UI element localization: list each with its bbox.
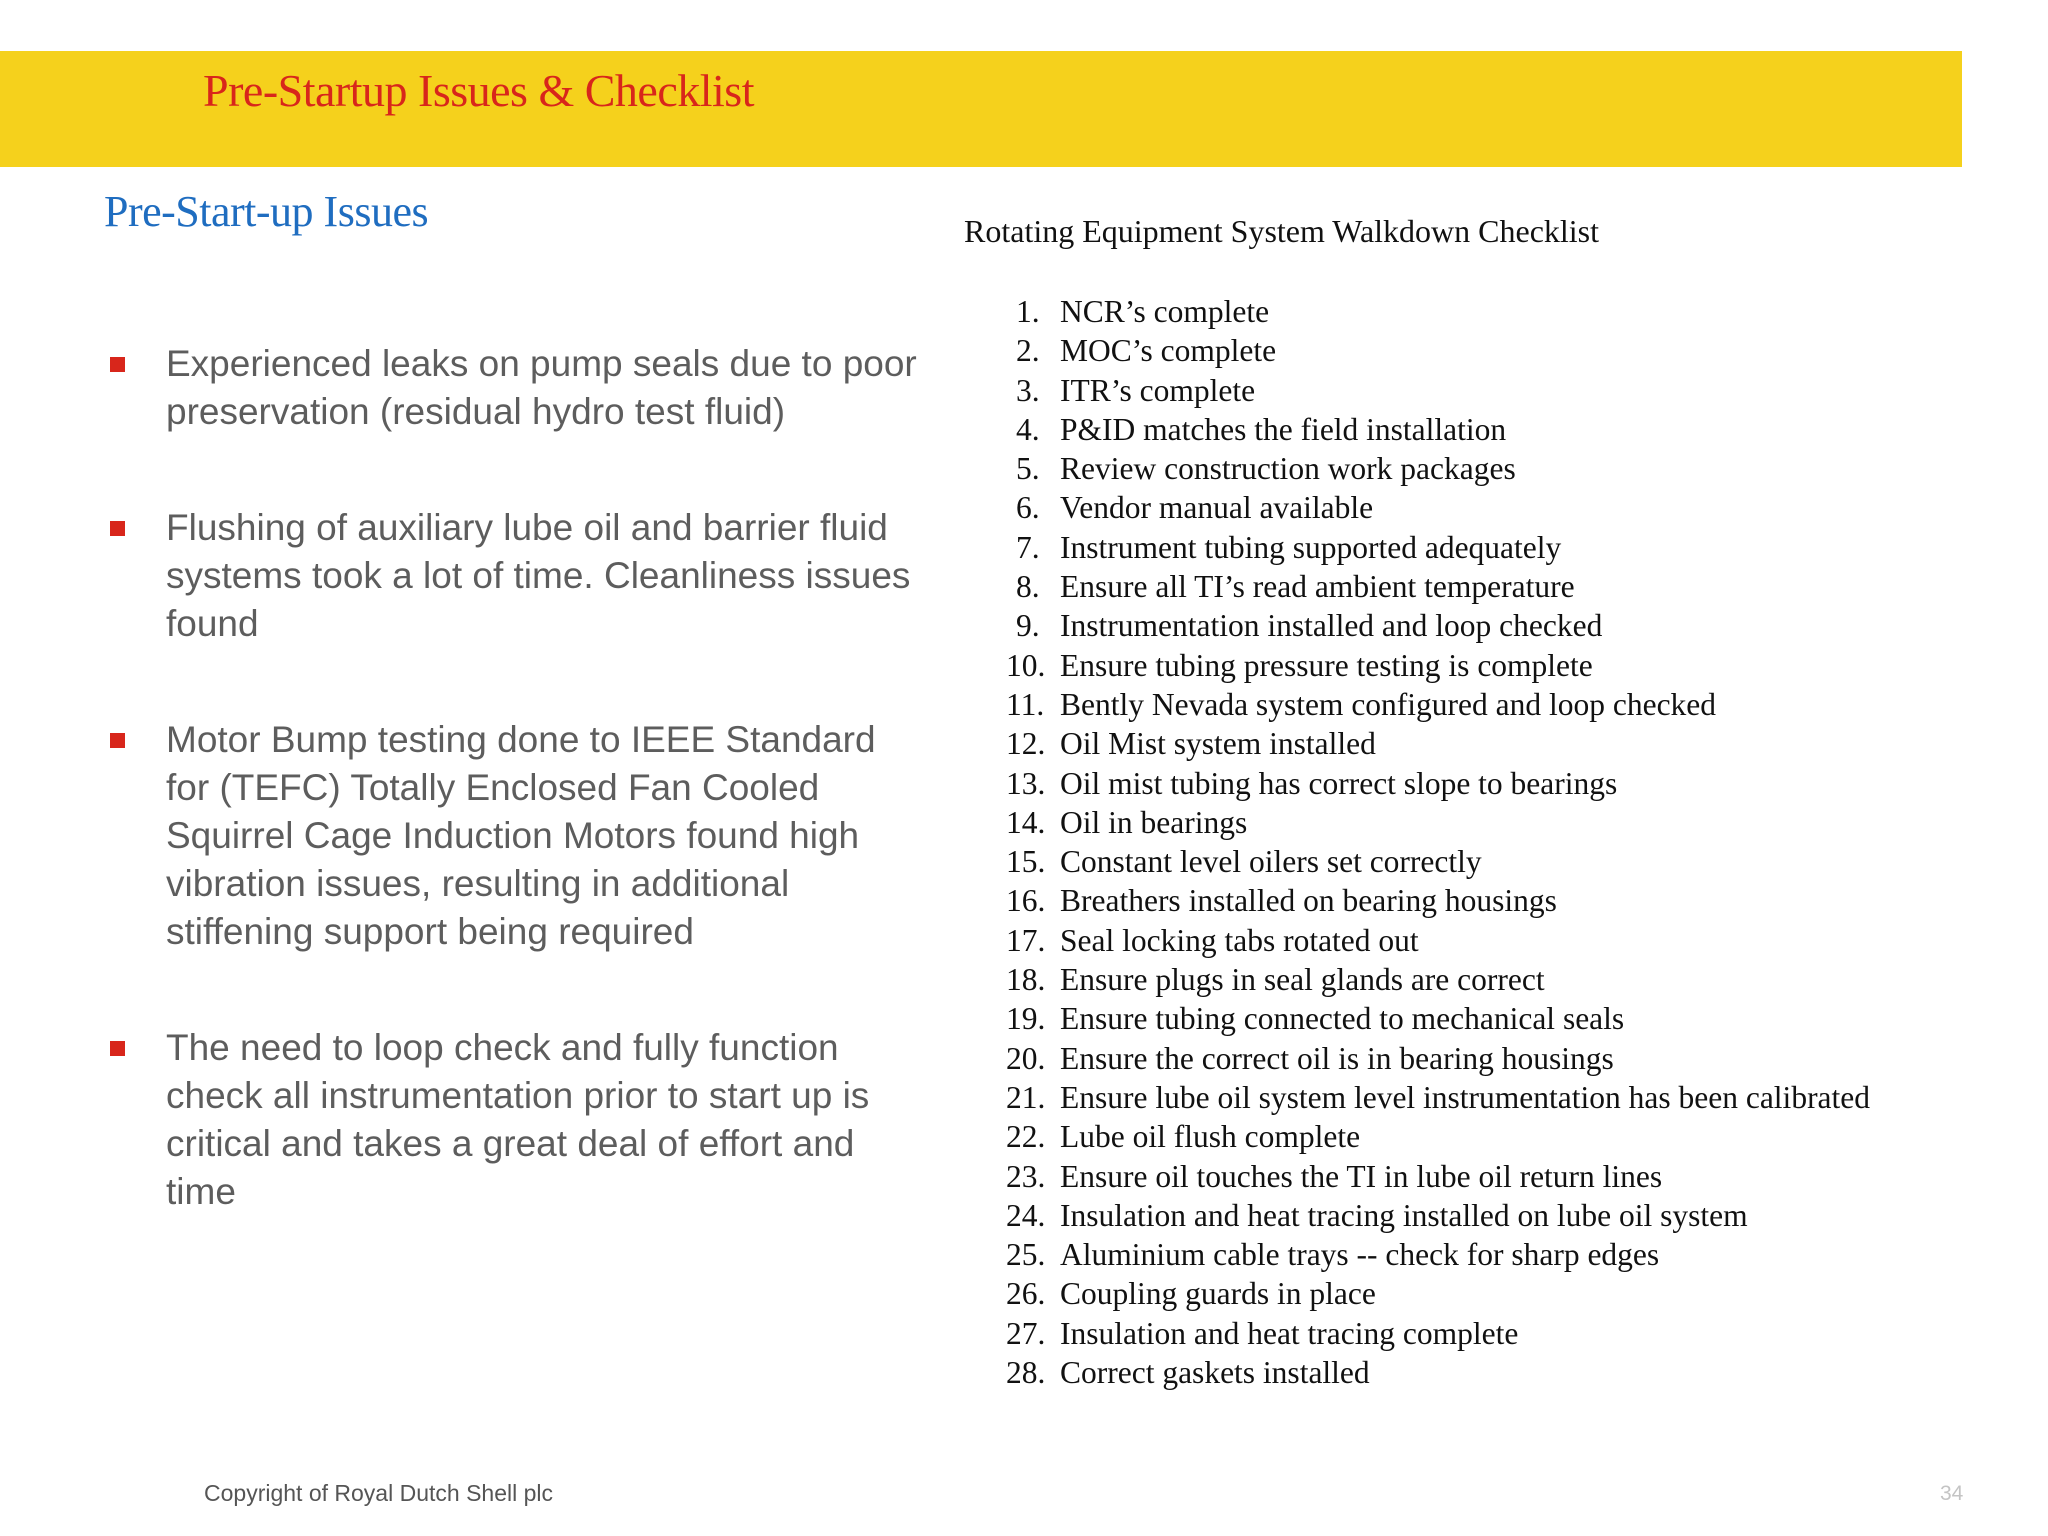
checklist-item-number: 27. [1006, 1315, 1046, 1351]
checklist-item-number: 7. [1016, 529, 1040, 565]
checklist-item-number: 1. [1016, 294, 1040, 329]
checklist-item [1006, 960, 1870, 999]
issue-item [104, 716, 924, 956]
copyright-footer: Copyright of Royal Dutch Shell plc [204, 1480, 553, 1506]
checklist-item [1006, 1039, 1870, 1078]
checklist-item-number: 2. [1016, 333, 1040, 369]
checklist-item-text: Ensure oil touches the TI in lube oil return lines [1060, 1158, 1663, 1194]
checklist-item-text: NCR’s complete [1060, 294, 1270, 329]
checklist-item-text: Ensure all TI’s read ambient temperature [1060, 569, 1575, 605]
square-bullet-icon [110, 733, 125, 748]
checklist-item-number: 26. [1006, 1276, 1046, 1312]
checklist-item-number: 11. [1006, 686, 1045, 722]
checklist-item [1006, 410, 1870, 449]
checklist-item-number: 18. [1006, 962, 1046, 998]
checklist-item [1006, 331, 1870, 370]
checklist-item-text: Vendor manual available [1060, 490, 1374, 526]
issue-item [104, 340, 924, 436]
checklist-item-text: Coupling guards in place [1060, 1276, 1376, 1312]
checklist-item [1006, 292, 1870, 331]
checklist-item-number: 23. [1006, 1158, 1046, 1194]
checklist-item-number: 8. [1016, 569, 1040, 605]
checklist-item-text: Aluminium cable trays -- check for sharp edges [1060, 1237, 1660, 1273]
checklist-item-text: Ensure tubing pressure testing is complete [1060, 647, 1593, 683]
checklist-item-number: 17. [1006, 922, 1046, 958]
checklist-item-number: 14. [1006, 804, 1046, 840]
checklist-item-text: Seal locking tabs rotated out [1060, 922, 1419, 958]
checklist-item-number: 22. [1006, 1119, 1046, 1155]
checklist-item-number: 12. [1006, 726, 1046, 762]
issue-text: Motor Bump testing done to IEEE Standard for (TEFC) Totally Enclosed Fan Cooled Squirrel Cage Induction Motors found high vibration issues, resulting in additional stiffening support being required [166, 719, 876, 952]
issue-item [104, 504, 924, 648]
checklist-item-text: Ensure plugs in seal glands are correct [1060, 962, 1545, 998]
checklist-item [1006, 371, 1870, 410]
issue-text: The need to loop check and fully function check all instrumentation prior to start up is critical and takes a great deal of effort and time [166, 1027, 870, 1212]
checklist-item [1006, 606, 1870, 645]
checklist-item [1006, 764, 1870, 803]
checklist-item [1006, 449, 1870, 488]
checklist-item [1006, 1314, 1870, 1353]
checklist-item-number: 24. [1006, 1197, 1046, 1233]
checklist-item [1006, 685, 1870, 724]
checklist-item-text: Oil Mist system installed [1060, 726, 1376, 762]
checklist-item-text: Instrumentation installed and loop checked [1060, 608, 1603, 644]
issue-text: Experienced leaks on pump seals due to poor preservation (residual hydro test fluid) [166, 343, 917, 432]
checklist-item-number: 19. [1006, 1001, 1046, 1037]
issues-list [104, 340, 924, 1216]
checklist-item-text: Breathers installed on bearing housings [1060, 883, 1557, 919]
slide-title: Pre-Startup Issues & Checklist [203, 65, 754, 116]
checklist-item-text: Ensure lube oil system level instrumentation has been calibrated [1060, 1079, 1871, 1115]
checklist-item-text: Ensure the correct oil is in bearing housings [1060, 1040, 1614, 1076]
checklist-item-text: Oil mist tubing has correct slope to bearings [1060, 765, 1618, 801]
checklist-item [1006, 1117, 1870, 1156]
checklist-item [1006, 921, 1870, 960]
page-number: 34 [1940, 1482, 1964, 1505]
checklist-item-text: MOC’s complete [1060, 333, 1277, 369]
checklist-item-number: 21. [1006, 1079, 1046, 1115]
checklist-item-text: Instrument tubing supported adequately [1060, 529, 1562, 565]
checklist-item-number: 5. [1016, 451, 1040, 487]
checklist-item [1006, 881, 1870, 920]
checklist-item-number: 25. [1006, 1237, 1046, 1273]
checklist-title: Rotating Equipment System Walkdown Checklist [964, 213, 1600, 249]
checklist-item [1006, 724, 1870, 763]
square-bullet-icon [110, 521, 125, 536]
checklist-item-text: Review construction work packages [1060, 451, 1516, 487]
checklist-item [1006, 1078, 1870, 1117]
checklist-item-number: 3. [1016, 372, 1040, 408]
checklist-item-number: 15. [1006, 844, 1046, 880]
square-bullet-icon [110, 1041, 125, 1056]
checklist-item [1006, 646, 1870, 685]
checklist-item-number: 28. [1006, 1355, 1046, 1391]
checklist-item-text: Ensure tubing connected to mechanical seals [1060, 1001, 1625, 1037]
checklist-item [1006, 1235, 1870, 1274]
checklist-item [1006, 1196, 1870, 1235]
checklist-item [1006, 528, 1870, 567]
checklist-item-number: 10. [1006, 647, 1046, 683]
walkdown-checklist [1006, 292, 1870, 1392]
checklist-item-text: Correct gaskets installed [1060, 1355, 1370, 1391]
checklist-item [1006, 803, 1870, 842]
square-bullet-icon [110, 357, 125, 372]
checklist-item-number: 9. [1016, 608, 1040, 644]
checklist-item [1006, 488, 1870, 527]
issue-item [104, 1024, 924, 1216]
checklist-item-text: Constant level oilers set correctly [1060, 844, 1482, 880]
checklist-item-number: 6. [1016, 490, 1040, 526]
checklist-item-text: P&ID matches the field installation [1060, 411, 1507, 447]
checklist-item-text: Insulation and heat tracing installed on lube oil system [1060, 1197, 1748, 1233]
checklist-item [1006, 842, 1870, 881]
issues-heading: Pre-Start-up Issues [104, 187, 429, 236]
checklist-item [1006, 1157, 1870, 1196]
checklist-item-text: Insulation and heat tracing complete [1060, 1315, 1519, 1351]
checklist-item-number: 4. [1016, 411, 1040, 447]
checklist-item [1006, 1353, 1870, 1392]
checklist-item-text: Lube oil flush complete [1060, 1119, 1361, 1155]
checklist-item-number: 20. [1006, 1040, 1046, 1076]
checklist-item-text: ITR’s complete [1060, 372, 1256, 408]
checklist-item-text: Bently Nevada system configured and loop checked [1060, 686, 1717, 722]
checklist-item-number: 13. [1006, 765, 1046, 801]
checklist-item-text: Oil in bearings [1060, 804, 1248, 840]
checklist-item [1006, 999, 1870, 1038]
checklist-item [1006, 567, 1870, 606]
issue-text: Flushing of auxiliary lube oil and barrier fluid systems took a lot of time. Cleanliness issues found [166, 507, 911, 644]
checklist-item-number: 16. [1006, 883, 1046, 919]
checklist-item [1006, 1274, 1870, 1313]
